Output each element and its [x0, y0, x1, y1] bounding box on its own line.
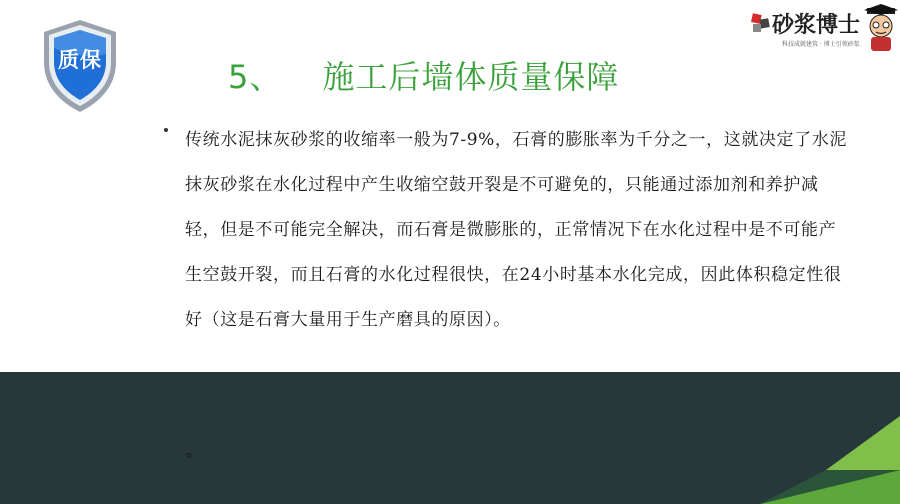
- footer-mark: 。: [186, 441, 203, 460]
- title-text: 施工后墙体质量保障: [322, 58, 620, 96]
- content-paragraph: 传统水泥抹灰砂浆的收缩率一般为7-9%，石膏的膨胀率为千分之一，这就决定了水泥抹灰砂浆在水化过程中产生收缩空鼓开裂是不可避免的，只能通过添加剂和养护减轻，但是不可能完全解决，而石膏是微膨胀的，正常情况下在水化过程中是不可能产生空鼓开裂，而且石膏的水化过程很快，在24小时基本水化完成，因此体积稳定性很好（这是石膏大量用于生产磨具的原因）。: [185, 130, 847, 330]
- logo-brand-name: 砂浆博士: [772, 13, 861, 38]
- title-number: 5、: [228, 58, 283, 96]
- badge-label: 质保: [58, 48, 102, 72]
- logo-slogan: 科技成就建筑 · 博士引领砂浆: [782, 41, 860, 48]
